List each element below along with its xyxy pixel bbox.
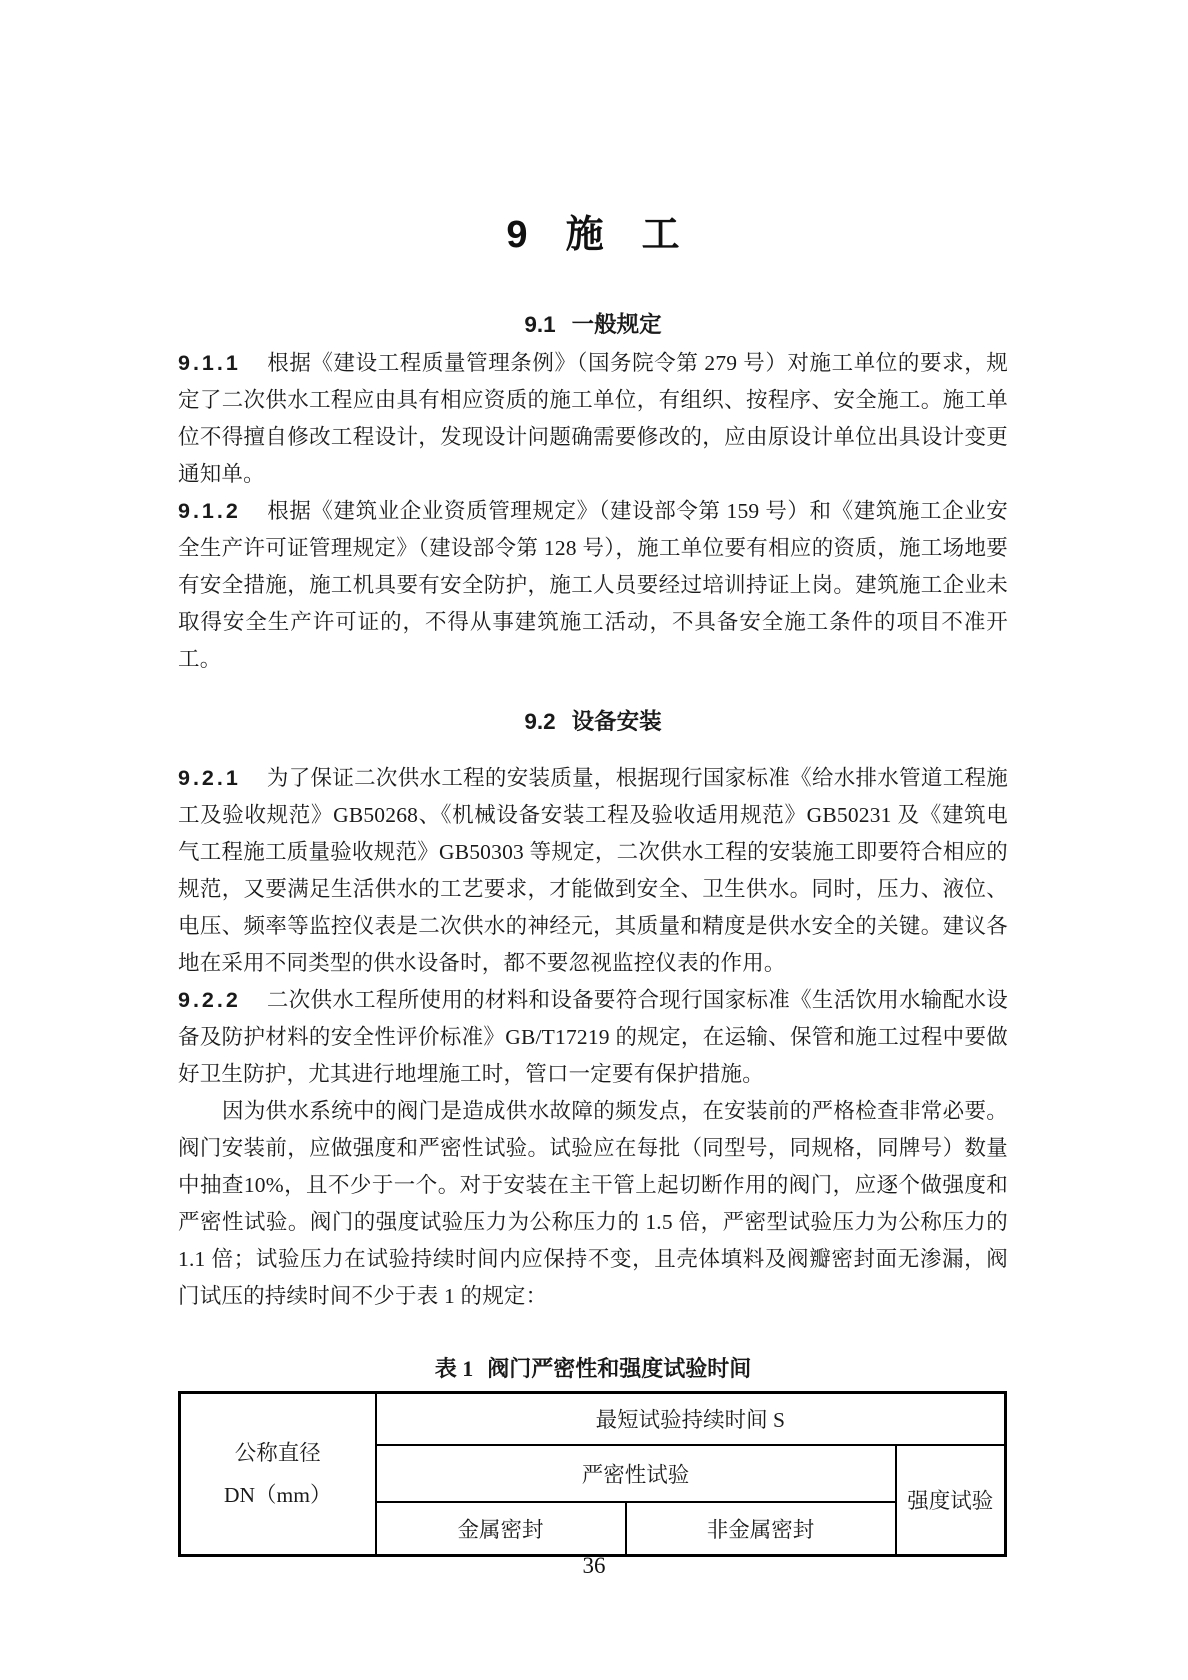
metal-seal-header-cell: 金属密封 xyxy=(376,1502,626,1556)
strength-header-cell: 强度试验 xyxy=(896,1445,1006,1556)
nonmetal-seal-header-cell: 非金属密封 xyxy=(626,1502,896,1556)
section-title: 一般规定 xyxy=(571,312,662,337)
tightness-header-cell: 严密性试验 xyxy=(376,1445,896,1502)
duration-header-cell: 最短试验持续时间 S xyxy=(376,1393,1006,1445)
clause-9-1-2 xyxy=(178,493,1008,678)
dn-label-line2: DN（mm） xyxy=(223,1483,332,1507)
clause-text: 为了保证二次供水工程的安装质量，根据现行国家标准《给水排水管道工程施工及验收规范》GB50268、《机械设备安装工程及验收适用规范》GB50231 及《建筑电气工程施工质量验收规范》GB50303 等规定，二次供水工程的安装施工即要符合相应的规范，又要满足生活供水的工艺要求，才能做到安全、卫生供水。同时，压力、液位、电压、频率等监控仪表是二次供水的神经元，其质量和精度是供水安全的关键。建议各地在采用不同类型的供水设备时，都不要忽视监控仪表的作用。 xyxy=(178,766,1008,975)
clause-9-2-2 xyxy=(178,982,1008,1093)
table-caption xyxy=(178,1354,1008,1384)
section-number: 9.2 xyxy=(524,709,556,734)
page-number: 36 xyxy=(582,1553,606,1578)
valve-test-paragraph: 因为供水系统中的阀门是造成供水故障的频发点，在安装前的严格检查非常必要。阀门安装前，应做强度和严密性试验。试验应在每批（同型号，同规格，同牌号）数量中抽查10%，且不少于一个。对于安装在主干管上起切断作用的阀门，应逐个做强度和严密性试验。阀门的强度试验压力为公称压力的 1.5 倍，严密型试验压力为公称压力的 1.1 倍；试验压力在试验持续时间内应保持不变，且壳体填料及阀瓣密封面无渗漏，阀门试压的持续时间不少于表 1 的规定： xyxy=(178,1099,1008,1308)
table-caption-label: 表 1 xyxy=(434,1356,474,1381)
clause-number: 9.1.1 xyxy=(178,351,241,375)
clause-number: 9.2.1 xyxy=(178,766,241,790)
clause-number: 9.2.2 xyxy=(178,988,241,1012)
page-content xyxy=(178,0,1008,1557)
section-title: 设备安装 xyxy=(571,709,662,734)
table-caption-title: 阀门严密性和强度试验时间 xyxy=(487,1356,752,1381)
dn-label-line1: 公称直径 xyxy=(234,1441,321,1465)
dn-header-cell xyxy=(180,1393,376,1556)
chapter-number: 9 xyxy=(506,214,528,256)
clause-text: 根据《建筑业企业资质管理规定》（建设部令第 159 号）和《建筑施工企业安全生产许可证管理规定》（建设部令第 128 号），施工单位要有相应的资质，施工场地要有安全措施，施工机具要有安全防护，施工人员要经过培训持证上岗。建筑施工企业未取得安全生产许可证的，不得从事建筑施工活动，不具备安全施工条件的项目不准开工。 xyxy=(178,499,1008,671)
clause-number: 9.1.2 xyxy=(178,499,241,523)
table-row xyxy=(180,1393,1006,1445)
clause-9-1-1 xyxy=(178,345,1008,493)
valve-test-duration-table xyxy=(178,1391,1007,1557)
clause-9-2-1 xyxy=(178,760,1008,982)
section-number: 9.1 xyxy=(524,312,556,337)
clause-text: 根据《建设工程质量管理条例》（国务院令第 279 号）对施工单位的要求，规定了二次供水工程应由具有相应资质的施工单位，有组织、按程序、安全施工。施工单位不得擅自修改工程设计，发现设计问题确需要修改的，应由原设计单位出具设计变更通知单。 xyxy=(178,351,1008,486)
clause-text: 二次供水工程所使用的材料和设备要符合现行国家标准《生活饮用水输配水设备及防护材料的安全性评价标准》GB/T17219 的规定，在运输、保管和施工过程中要做好卫生防护，尤其进行地埋施工时，管口一定要有保护措施。 xyxy=(178,988,1008,1086)
section-heading-9-2 xyxy=(178,705,1008,738)
chapter-title-text: 施 工 xyxy=(565,214,680,256)
chapter-title xyxy=(178,210,1008,260)
section-heading-9-1 xyxy=(178,308,1008,341)
